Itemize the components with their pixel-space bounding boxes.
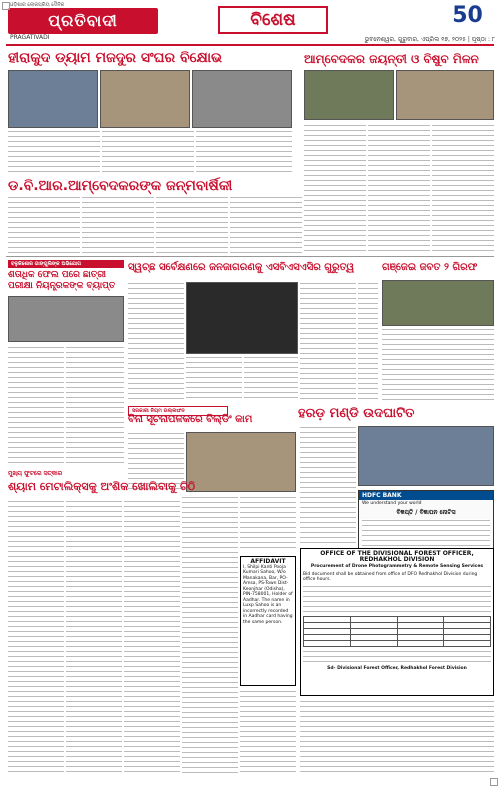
article-body	[300, 282, 356, 402]
section-title: ବିଶେଷ	[218, 6, 328, 34]
headline-dam-protest: ହୀରାକୁଦ ଡ୍ୟାମ ମଜଦୁର ସଂଘର ବିକ୍ଷୋଭ	[8, 50, 223, 66]
photo-ambedkar-event	[304, 70, 394, 120]
affidavit-body: I, Shilpi Kanti Pooja Kumari Sahoo, W/o Manakana, Bar, PO-Amsa, PS-Town Dist-Keonjhar (Odisha), PIN-758001, Holder of Aadhar. The name in Luxp Sahoo is an incorrectly recorded in Aadhar card having the same person.	[243, 564, 293, 625]
article-body	[244, 356, 298, 402]
headline-student-exam: ଶତାଧିକ ଫେଲ ପରେ ଛାତ୍ରୀ ପରୀକ୍ଷା ନିୟନ୍ତ୍ରକଙ୍କ ବ୍ୟାପ୍ତ	[8, 270, 116, 291]
kicker-main-road: ମୁଖ୍ୟ ଫୁଟରେ ସତ୍କାର	[8, 470, 63, 477]
photo-ambedkar-stage	[396, 70, 494, 120]
article-body	[124, 500, 180, 776]
article-body	[66, 500, 122, 776]
article-body	[82, 196, 154, 254]
article-body	[368, 124, 430, 254]
article-body	[300, 426, 356, 544]
article-body	[230, 196, 302, 254]
forest-office-footer: Sd- Divisional Forest Officer, Redhakhol Forest Division	[327, 665, 467, 671]
headline-ambedkar-birth-anniversary: ଡ.ବି.ଆର.ଆମ୍ବେଦକରଙ୍କ ଜନ୍ମବାର୍ଷିକୀ	[8, 178, 233, 194]
article-body	[303, 650, 491, 664]
photo-building-site	[186, 432, 296, 492]
article-body	[382, 328, 494, 402]
article-body	[303, 585, 491, 613]
article-body	[8, 196, 80, 254]
masthead-subtitle: PRAGATIVADI	[10, 34, 50, 41]
headline-ambedkar-vishuba: ଆମ୍ବେଦକର ଜୟନ୍ତୀ ଓ ବିଷୁବ ମିଳନ	[304, 52, 479, 66]
masthead-tagline: ଓଡ଼ିଶାର ଲୋକପ୍ରିୟ ଦୈନିକ	[10, 2, 65, 8]
article-body	[8, 346, 64, 466]
article-body	[102, 130, 194, 174]
article-body	[240, 496, 296, 552]
hdfc-tagline: We understand your world	[362, 501, 422, 506]
article-body	[186, 356, 242, 402]
forest-office-ad	[300, 548, 494, 696]
forest-office-subject: Procurement of Drone Photogrammetry & Remote Sensing Services	[310, 564, 484, 569]
headline-building-work: ବିନା ସୂଚନାପଳକରେ ବିଲ୍ଡିଂ କାମ	[128, 414, 253, 425]
article-body	[362, 519, 490, 547]
crop-mark	[490, 778, 498, 786]
forest-office-note: Bid document shall be obtained from office of DFO Redhakhol Division during office hours.	[303, 571, 478, 582]
article-body	[358, 282, 378, 402]
hdfc-notice-title: ବିଜ୍ଞପ୍ତି / ବିଜ୍ଞାପନ ନୋଟିସ	[396, 509, 456, 516]
photo-protest-1	[8, 70, 98, 128]
article-body	[8, 130, 100, 174]
masthead-logo: ପ୍ରତିବାଦୀ	[8, 8, 158, 34]
affidavit-title: AFFIDAVIT	[250, 558, 286, 565]
article-body	[182, 496, 238, 776]
article-body	[304, 124, 366, 254]
photo-protest-3	[192, 70, 292, 128]
article-body	[156, 196, 228, 254]
forest-office-table	[303, 616, 491, 647]
photo-mandi-inauguration	[358, 426, 494, 486]
section-divider	[6, 256, 494, 257]
article-body	[240, 690, 296, 776]
article-body	[196, 130, 292, 174]
photo-protest-2	[100, 70, 190, 128]
kicker-complaint: ବଳୁକିଶୋର ଗାଙ୍ଗୁଲିଙ୍କ ଅଭିଯୋଗ	[8, 260, 124, 268]
article-body	[300, 700, 494, 776]
article-body	[66, 346, 124, 466]
article-body	[432, 124, 494, 254]
headline-swachh-survey: ସ୍ୱଚ୍ଛ ସର୍ବେକ୍ଷଣରେ ଜନଜାଗରଣକୁ ଏସବିଏସଏସିର ଗୁରୁତ୍ୱ	[128, 262, 355, 273]
forest-office-title: OFFICE OF THE DIVISIONAL FOREST OFFICER, REDHAKHOL DIVISION	[320, 550, 474, 563]
headline-shyam-metalics: ଶ୍ୟାମ ମେଟାଲିକ୍ସକୁ ଅଂଶିକ ଖୋଲିବାକୁ ଚିଠି	[8, 480, 196, 493]
hdfc-logo: HDFC BANK	[359, 491, 493, 500]
affidavit-ad	[240, 556, 296, 686]
anniversary-badge: 50	[452, 3, 483, 28]
article-body	[8, 500, 64, 776]
photo-ganja-seizure	[382, 280, 494, 326]
kicker-govt-rule: ସରକାରୀ ନିୟମ ଉଲ୍ଲଙ୍ଘନ	[128, 406, 228, 416]
crop-mark	[2, 2, 10, 10]
photo-night-river	[186, 282, 298, 354]
dateline: ଭୁବନେଶ୍ୱର, ଗୁରୁବାର, ଏପ୍ରିଲ ୧୭, ୨୦୨୫ | ପୃଷ୍ଠା : ୮	[364, 36, 495, 43]
headline-ganja-seized: ଗଞ୍ଜେଇ ଜବତ ୨ ଗିରଫ	[382, 262, 478, 273]
headline-harad-mandi: ହରଡ଼ ମଣ୍ଡି ଉଦଘାଟିତ	[298, 406, 415, 421]
masthead-rule	[6, 44, 494, 46]
article-body	[128, 282, 184, 402]
photo-college	[8, 296, 124, 342]
